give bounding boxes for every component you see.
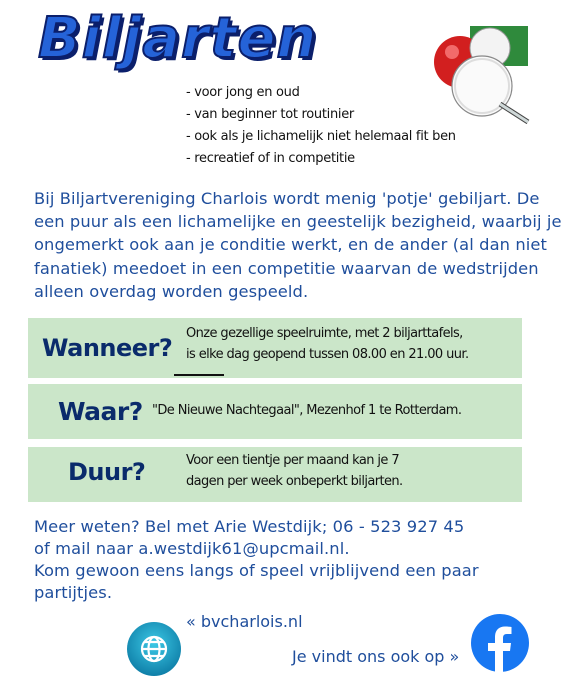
contact-line: partijtjes. bbox=[34, 583, 113, 602]
billiard-balls-icon bbox=[430, 24, 530, 124]
cost-line: Voor een tientje per maand kan je 7 bbox=[186, 453, 400, 468]
website-link[interactable]: « bvcharlois.nl bbox=[186, 612, 303, 631]
contact-line: Meer weten? Bel met Arie Westdijk; 06 - 523 927 45 bbox=[34, 517, 465, 536]
contact-line: of mail naar a.westdijk61@upcmail.nl. bbox=[34, 539, 350, 558]
cost-panel bbox=[28, 447, 522, 502]
feature-item: - van beginner tot routinier bbox=[186, 104, 456, 126]
feature-item: - ook als je lichamelijk niet helemaal fit ben bbox=[186, 126, 456, 148]
page-title: Biljarten bbox=[38, 6, 318, 71]
cost-line: dagen per week onbeperkt biljarten. bbox=[186, 474, 403, 489]
when-panel bbox=[28, 318, 522, 378]
cost-text bbox=[186, 450, 486, 492]
feature-list bbox=[186, 82, 456, 170]
contact-paragraph bbox=[34, 516, 554, 604]
divider bbox=[174, 374, 224, 376]
where-panel bbox=[28, 384, 522, 439]
when-line: is elke dag geopend tussen 08.00 en 21.00 uur. bbox=[186, 347, 469, 362]
intro-paragraph: Bij Biljartvereniging Charlois wordt menig 'potje' gebiljart. De een puur als een lichamelijke en geestelijk bezigheid, waarbij je ongemerkt ook aan je conditie werkt, en de ander (al dan niet fanatiek) meedoet in een competitie waarvan de wedstrijden alleen overdag worden gespeeld. bbox=[34, 189, 562, 301]
contact-line: Kom gewoon eens langs of speel vrijblijvend een paar bbox=[34, 561, 479, 580]
when-text bbox=[186, 323, 518, 365]
cost-label: Duur? bbox=[68, 458, 146, 486]
facebook-link-text[interactable]: Je vindt ons ook op » bbox=[292, 647, 460, 666]
feature-item: - recreatief of in competitie bbox=[186, 148, 456, 170]
facebook-icon[interactable] bbox=[470, 613, 530, 673]
when-label: Wanneer? bbox=[42, 334, 173, 362]
when-line: Onze gezellige speelruimte, met 2 biljarttafels, bbox=[186, 326, 463, 341]
where-label: Waar? bbox=[58, 397, 143, 426]
feature-item: - voor jong en oud bbox=[186, 82, 456, 104]
where-text: "De Nieuwe Nachtegaal", Mezenhof 1 te Rotterdam. bbox=[152, 403, 462, 418]
globe-icon[interactable] bbox=[126, 621, 182, 677]
